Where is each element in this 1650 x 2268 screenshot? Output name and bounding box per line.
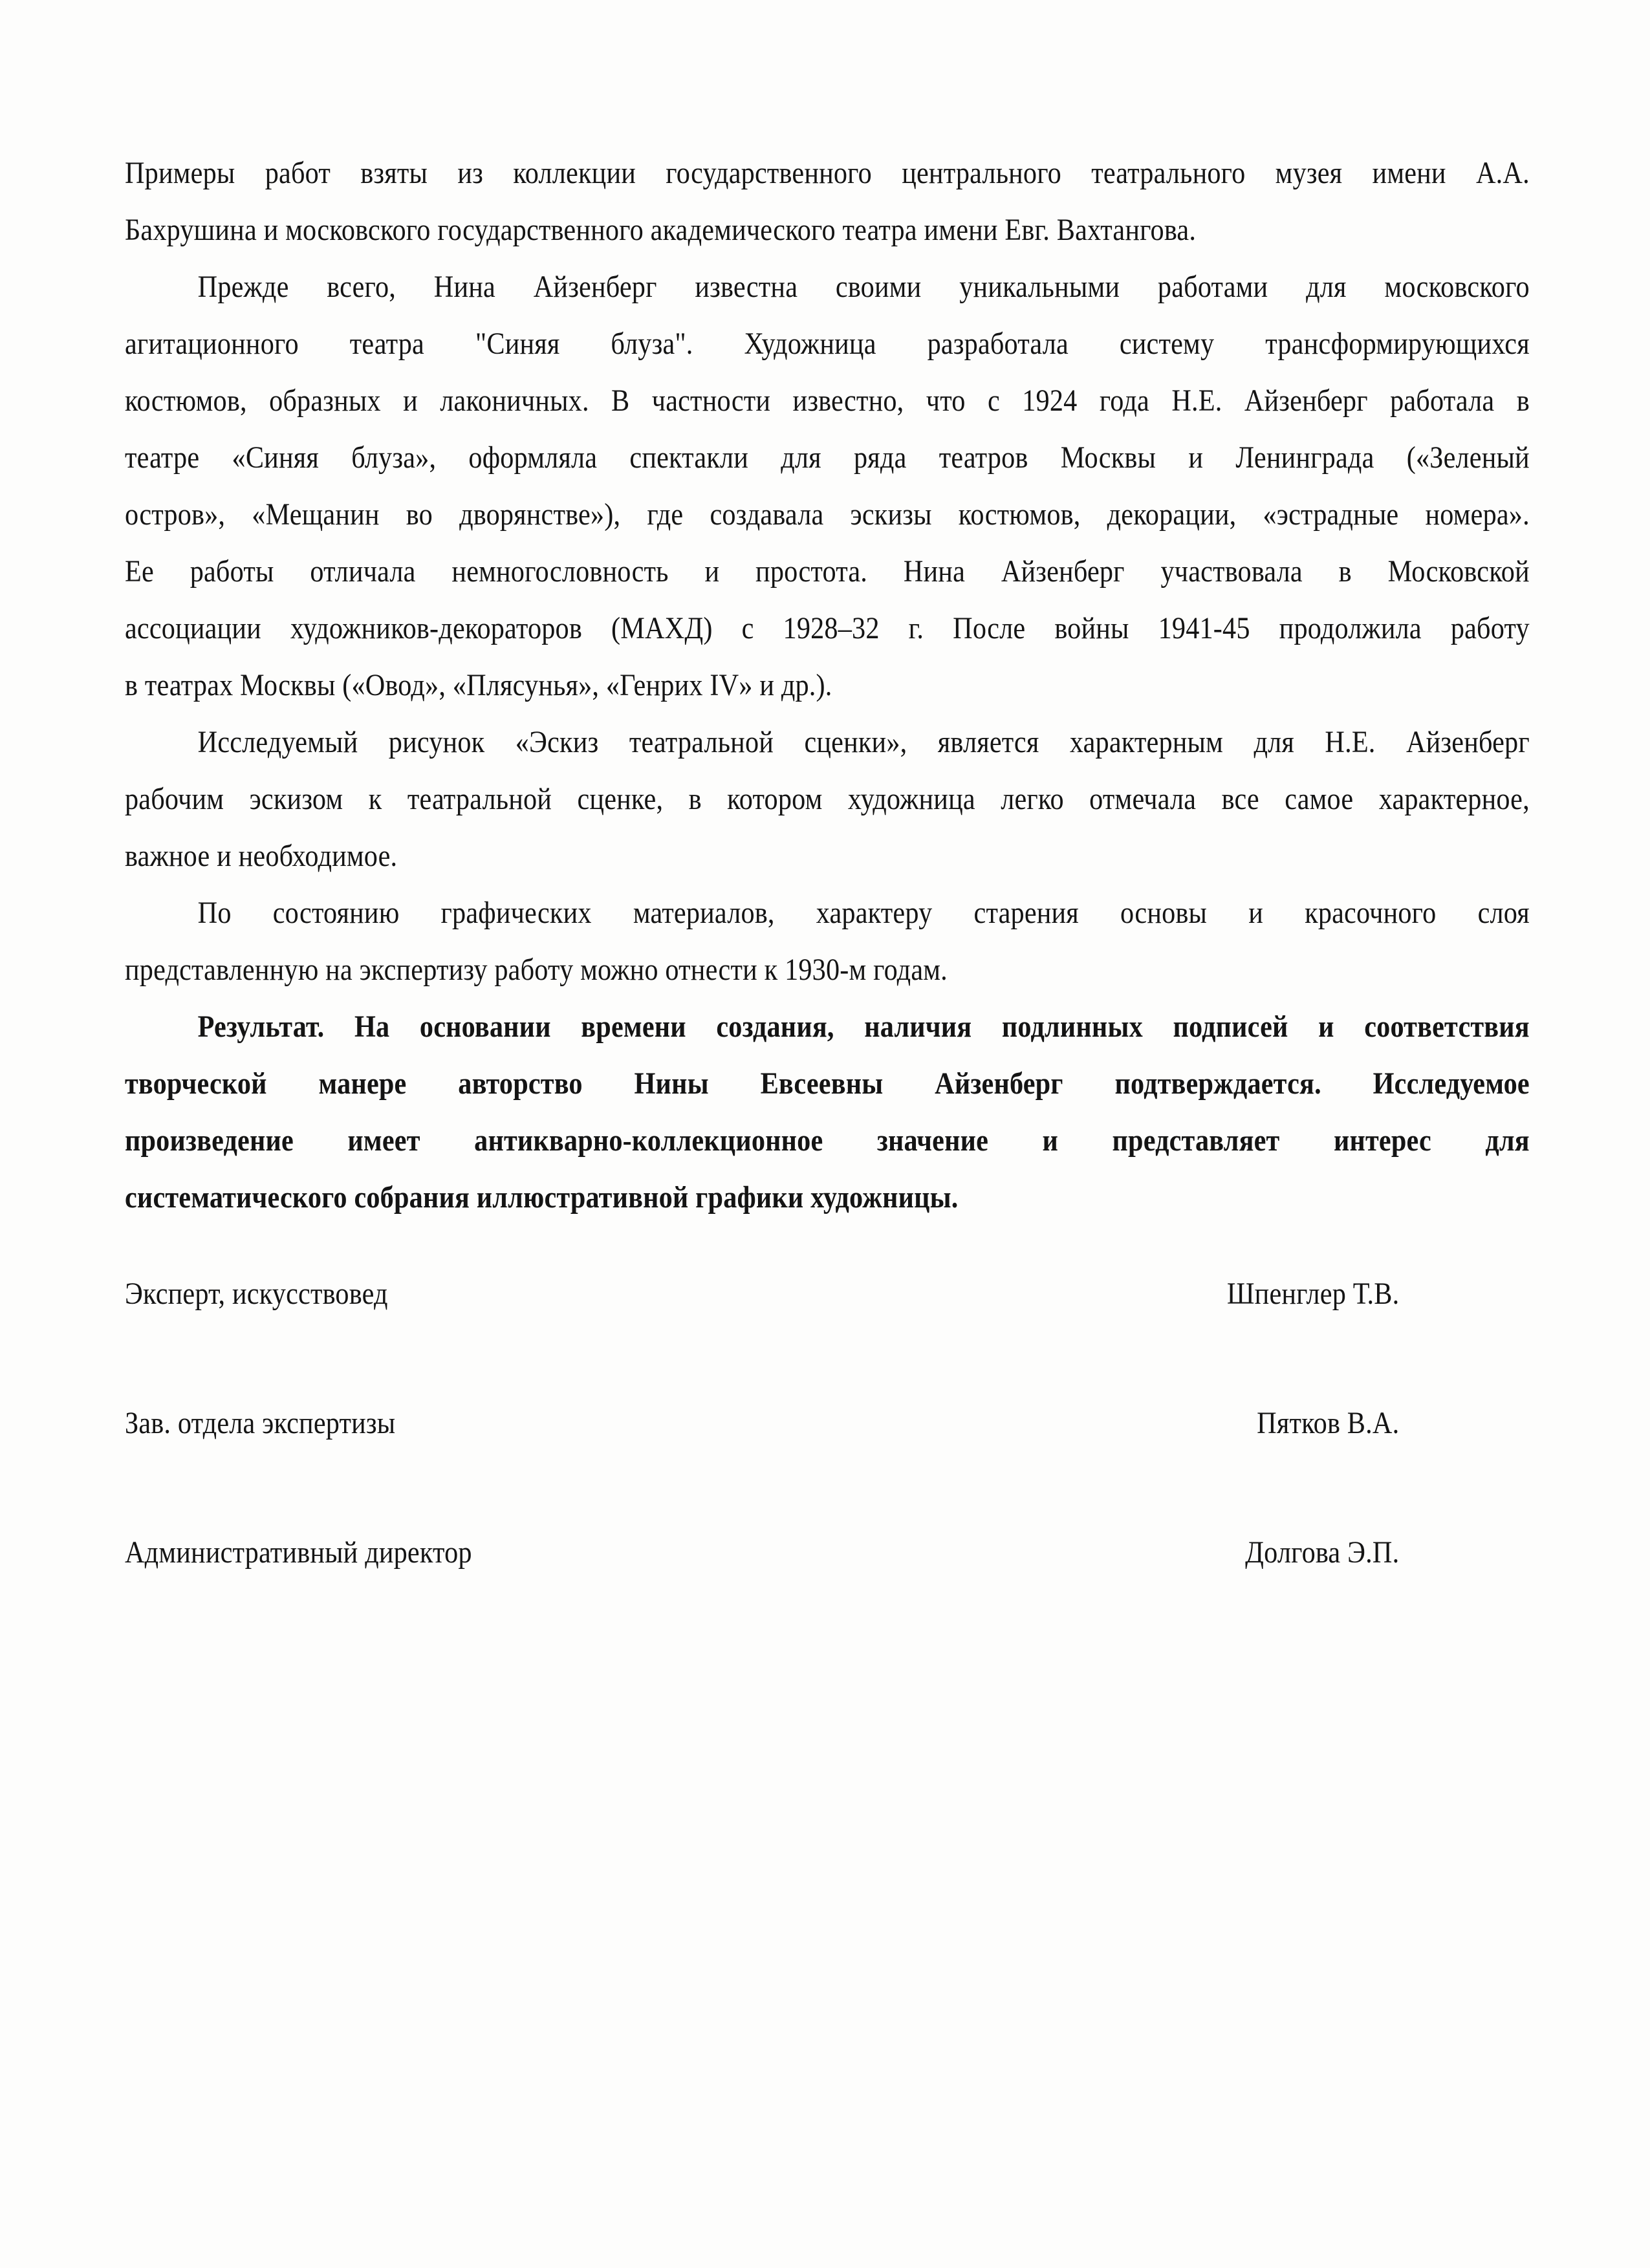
text-line: По состоянию графических материалов, характеру старения основы и красочного слоя: [197, 896, 1530, 930]
text-line: Исследуемый рисунок «Эскиз театральной сценки», является характерным для Н.Е. Айзенберг: [197, 725, 1530, 759]
text-line: произведение имеет антикварно-коллекционное значение и представляет интерес для: [125, 1123, 1530, 1158]
signature-row: [125, 1266, 1530, 1323]
text-line: важное и необходимое.: [125, 839, 398, 873]
text-line: творческой манере авторство Нины Евсеевны Айзенберг подтверждается. Исследуемое: [125, 1066, 1530, 1101]
text-line: театре «Синяя блуза», оформляла спектакли для ряда театров Москвы и Ленинграда («Зеленый: [125, 440, 1530, 475]
paragraph: [125, 259, 1530, 714]
signature-name: Долгова Э.П.: [1245, 1535, 1400, 1570]
paragraph: [125, 714, 1530, 885]
paragraphs-container: [125, 145, 1530, 1226]
text-line: остров», «Мещанин во дворянстве»), где создавала эскизы костюмов, декорации, «эстрадные номера».: [125, 497, 1530, 532]
text-line: Ее работы отличала немногословность и простота. Нина Айзенберг участвовала в Московской: [125, 554, 1530, 589]
text-line: агитационного театра "Синяя блуза". Художница разработала систему трансформирующихся: [125, 327, 1530, 361]
document-text-block: [125, 145, 1530, 1654]
signatures-block: [125, 1266, 1530, 1581]
text-line: Бахрушина и московского государственного академического театра имени Евг. Вахтангова.: [125, 213, 1197, 247]
text-line: Результат. На основании времени создания, наличия подлинных подписей и соответствия: [197, 1010, 1530, 1044]
signature-role-label: Административный директор: [125, 1535, 472, 1570]
text-line: Примеры работ взяты из коллекции государственного центрального театрального музея имени А.А.: [125, 156, 1530, 190]
signature-row: [125, 1524, 1530, 1581]
paragraph: [125, 885, 1530, 999]
text-line: в театрах Москвы («Овод», «Плясунья», «Генрих IV» и др.).: [125, 668, 832, 702]
text-line: костюмов, образных и лаконичных. В частности известно, что с 1924 года Н.Е. Айзенберг работала в: [125, 383, 1530, 418]
text-line: рабочим эскизом к театральной сценке, в котором художница легко отмечала все самое характерное,: [125, 782, 1530, 816]
text-line: представленную на экспертизу работу можно отнести к 1930-м годам.: [125, 953, 948, 987]
text-line: систематического собрания иллюстративной графики художницы.: [125, 1180, 959, 1215]
text-line: Прежде всего, Нина Айзенберг известна своими уникальными работами для московского: [197, 270, 1530, 304]
signature-row: [125, 1395, 1530, 1452]
text-line: ассоциации художников-декораторов (МАХД) с 1928–32 г. После войны 1941-45 продолжила работу: [125, 611, 1530, 645]
signature-role-label: Зав. отдела экспертизы: [125, 1406, 396, 1440]
signature-role-label: Эксперт, искусствовед: [125, 1277, 388, 1311]
paragraph: [125, 999, 1530, 1226]
paragraph: [125, 145, 1530, 259]
signature-name: Шпенглер Т.В.: [1226, 1277, 1400, 1311]
signature-name: Пятков В.А.: [1257, 1406, 1400, 1440]
